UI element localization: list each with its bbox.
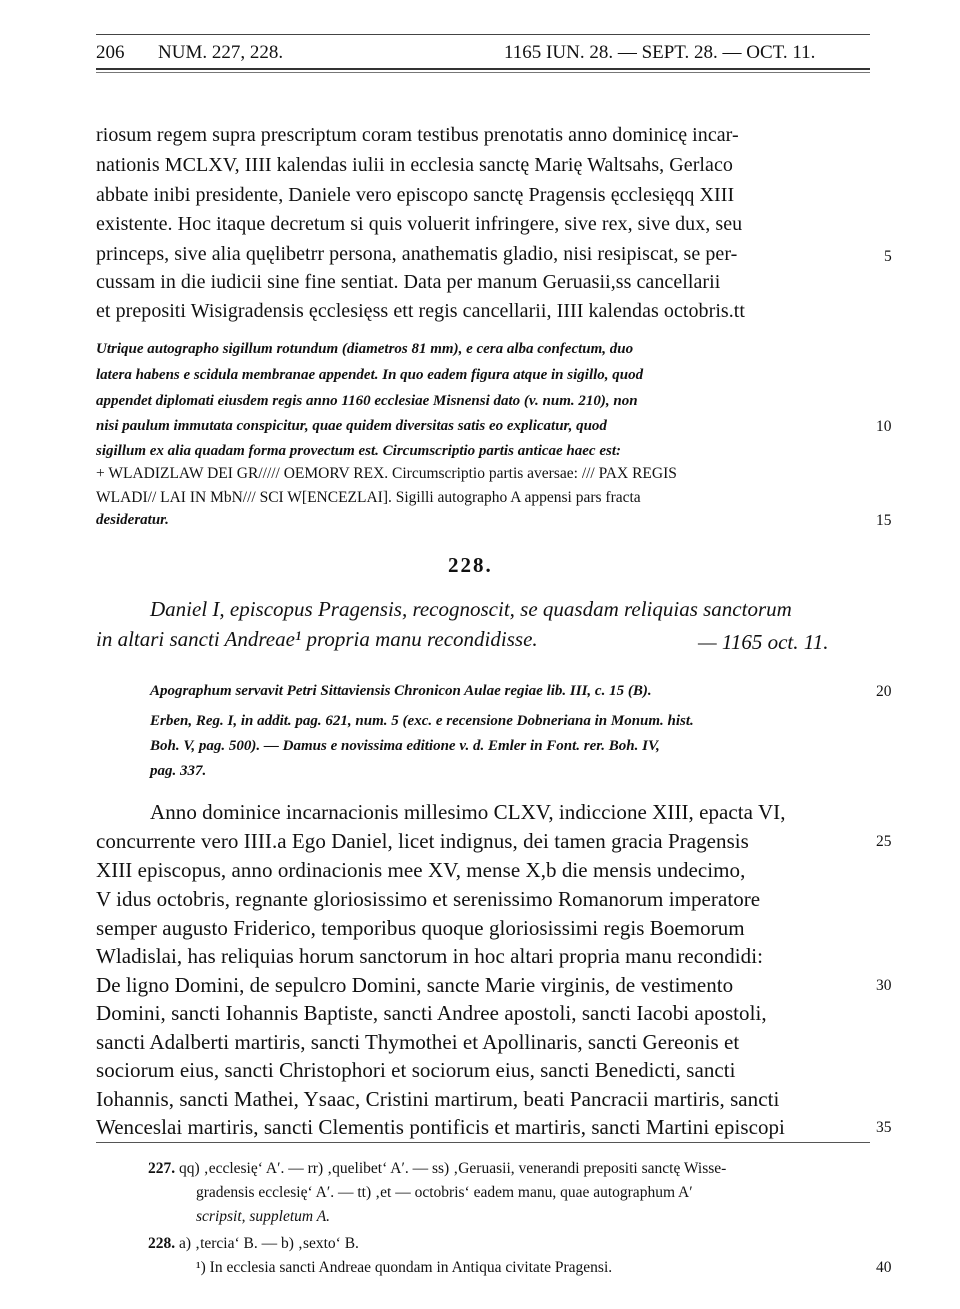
body-line: abbate inibi presidente, Daniele vero episcopo sanctę Pragensis ęcclesięqq XIII xyxy=(96,184,735,206)
body-line: sociorum eius, sancti Christophori et sociorum eius, sancti Benedicti, sancti xyxy=(96,1058,736,1082)
footnote-line: scripsit, suppletum A. xyxy=(196,1208,331,1225)
section-heading-line: in altari sancti Andreae¹ propria manu recondidisse. xyxy=(96,627,538,651)
line-number: 20 xyxy=(876,683,892,700)
footnote-line: ¹) In ecclesia sancti Andreae quondam in Antiqua civitate Pragensi. xyxy=(196,1259,613,1276)
source-note-line: Erben, Reg. I, in addit. pag. 621, num. 5 (exc. e recensione Dobneriana in Monum. hist. xyxy=(150,713,694,729)
seal-note-line: appendet diplomati eiusdem regis anno 1160 ecclesiae Misnensi dato (v. num. 210), non xyxy=(96,393,638,409)
body-line: riosum regem supra prescriptum coram testibus prenotatis anno dominicę incar- xyxy=(96,124,739,146)
body-line: Anno dominice incarnacionis millesimo CLXV, indiccione XIII, epacta VI, xyxy=(150,800,786,824)
line-number: 10 xyxy=(876,418,892,435)
body-line: Wenceslai martiris, sancti Clementis pontificis et martiris, sancti Martini episcopi xyxy=(96,1115,785,1139)
running-header xyxy=(96,38,870,64)
footnote-text: a) ‚tercia‘ B. — b) ‚sexto‘ B. xyxy=(179,1235,359,1252)
header-rule-thin xyxy=(96,72,870,73)
body-line: Iohannis, sancti Mathei, Ysaac, Cristini martirum, beati Pancracii martiris, sancti xyxy=(96,1087,780,1111)
footnote-line xyxy=(148,1160,726,1178)
date-range: 1165 IUN. 28. — SEPT. 28. — OCT. 11. xyxy=(504,42,816,63)
footnote-label: 228. xyxy=(148,1235,176,1252)
line-number: 35 xyxy=(876,1119,892,1136)
seal-inscription-line: + WLADIZLAW DEI GR///// OEMORV REX. Circumscriptio partis aversae: /// PAX REGIS xyxy=(96,465,677,482)
body-line: Wladislai, has reliquias horum sanctorum in hoc altari propria manu recondidi: xyxy=(96,944,763,968)
body-line: et prepositi Wisigradensis ęcclesięss ett regis cancellarii, IIII kalendas octobris.tt xyxy=(96,300,746,322)
body-line: concurrente vero IIII.a Ego Daniel, licet indignus, dei tamen gracia Pragensis xyxy=(96,829,749,853)
body-line: sancti Adalberti martiris, sancti Thymothei et Apollinaris, sancti Gereonis et xyxy=(96,1030,740,1054)
footnote-line: gradensis ecclesię‘ A′. — tt) ‚et — octobris‘ eadem manu, quae autographum A′ xyxy=(196,1184,693,1201)
seal-note-line: latera habens e scidula membranae appendet. In quo eadem figura atque in sigillo, quod xyxy=(96,367,644,383)
footnote-text: qq) ‚ecclesię‘ A′. — rr) ‚quelibet‘ A′. — ss) ‚Geruasii, venerandi prepositi sanctę Wisse- xyxy=(179,1160,727,1177)
footnote-line xyxy=(148,1235,359,1253)
body-line: De ligno Domini, de sepulcro Domini, sancte Marie virginis, de vestimento xyxy=(96,973,734,997)
seal-note-line: Utrique autographo sigillum rotundum (diametros 81 mm), e cera alba confectum, duo xyxy=(96,341,634,357)
document-numbers: NUM. 227, 228. xyxy=(158,42,284,63)
source-note-line: Apographum servavit Petri Sittaviensis Chronicon Aulae regiae lib. III, c. 15 (B). xyxy=(150,683,652,699)
seal-inscription-line: WLADI// LAI IN MbN/// SCI W[ENCEZLAI]. Sigilli autographo A appensi pars fracta xyxy=(96,489,641,506)
line-number: 25 xyxy=(876,833,892,850)
body-line: princeps, sive alia quęlibetrr persona, anathematis gladio, nisi resipiscat, se per- xyxy=(96,243,738,265)
body-line: cussam in die iudicii sine fine sentiat. Data per manum Geruasii,ss cancellarii xyxy=(96,271,721,293)
line-number: 30 xyxy=(876,977,892,994)
source-note-line: Boh. V, pag. 500). — Damus e novissima editione v. d. Emler in Font. rer. Boh. IV, xyxy=(150,738,660,754)
body-line: XIII episcopus, anno ordinacionis mee XV, mense X,b die mensis undecimo, xyxy=(96,858,746,882)
footnote-rule xyxy=(96,1142,870,1143)
body-line: Domini, sancti Iohannis Baptiste, sancti Andree apostoli, sancti Iacobi apostoli, xyxy=(96,1001,767,1025)
body-line: V idus octobris, regnante gloriosissimo et serenissimo Romanorum imperatore xyxy=(96,887,761,911)
seal-note-line: sigillum ex alia quadam forma provectum est. Circumscriptio partis anticae haec est: xyxy=(96,443,621,459)
section-number: 228. xyxy=(448,553,493,577)
body-line: semper augusto Friderico, temporibus quoque gloriosissimi regis Boemorum xyxy=(96,916,745,940)
section-heading-line: Daniel I, episcopus Pragensis, recognoscit, se quasdam reliquias sanctorum xyxy=(150,597,792,621)
section-date: — 1165 oct. 11. xyxy=(698,630,829,654)
header-rule xyxy=(96,68,870,70)
top-rule xyxy=(96,34,870,35)
source-note-line: pag. 337. xyxy=(150,763,207,779)
line-number: 40 xyxy=(876,1259,892,1276)
body-line: nationis MCLXV, IIII kalendas iulii in ecclesia sanctę Marię Waltsahs, Gerlaco xyxy=(96,154,733,176)
seal-note-line: nisi paulum immutata conspicitur, quae quidem diversitas satis eo explicatur, quod xyxy=(96,418,607,434)
line-number: 5 xyxy=(884,248,892,265)
footnote-label: 227. xyxy=(148,1160,176,1177)
page-number: 206 xyxy=(96,42,125,63)
seal-note-line: desideratur. xyxy=(96,512,169,528)
line-number: 15 xyxy=(876,512,892,529)
body-line: existente. Hoc itaque decretum si quis voluerit infringere, sive rex, sive dux, seu xyxy=(96,213,743,235)
